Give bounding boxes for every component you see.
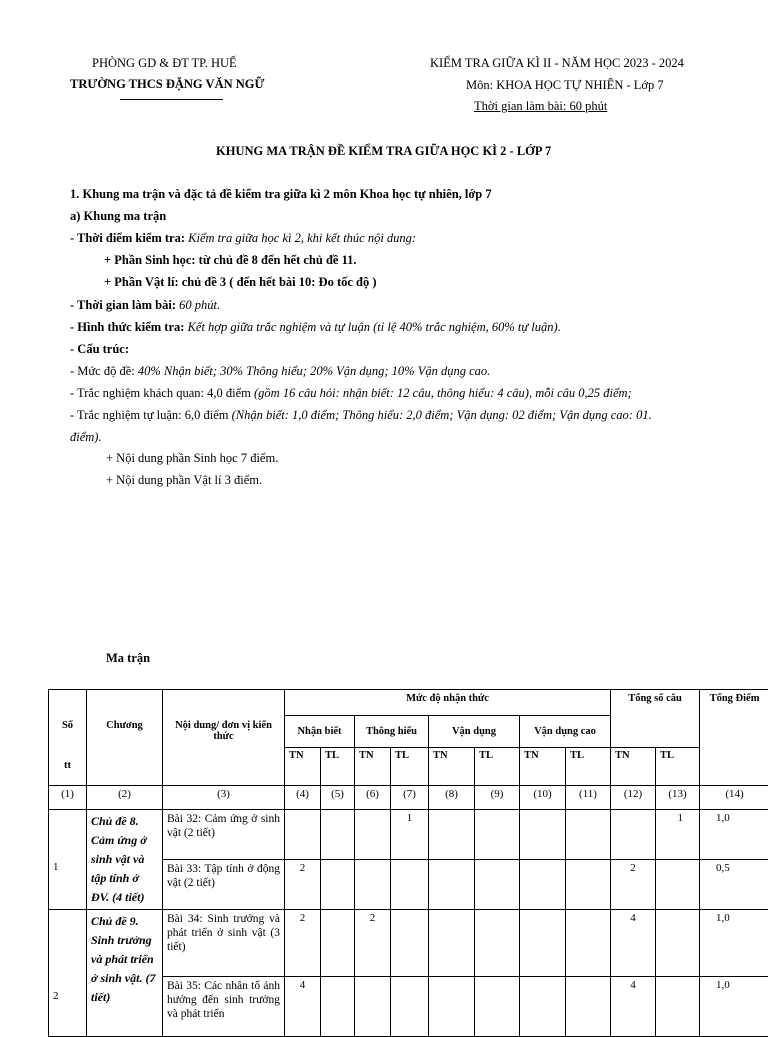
multiple-choice-text: (gồm 16 câu hỏi: nhận biết: 12 câu, thông hiểu: 4 câu), mỗi câu 0,25 điểm; [254,386,632,400]
tn-label: TN [611,748,656,786]
value-cell [355,977,391,1037]
stt-cell: 1 [49,810,87,910]
tn-label: TN [429,748,475,786]
exam-timing-label: - Thời điểm kiểm tra: [70,231,185,245]
col-number: (2) [87,786,163,810]
content-cell: Bài 34: Sinh trưởng và phát triển ở sinh vật (3 tiết) [163,910,285,977]
value-cell: 0,5 [700,860,768,910]
value-cell [475,810,520,860]
value-cell [429,810,475,860]
exam-timing-line [70,231,416,246]
table-row [49,810,768,860]
difficulty-line [70,364,490,379]
value-cell [611,810,656,860]
table-row [49,910,768,977]
exam-subject: Môn: KHOA HỌC TỰ NHIÊN - Lớp 7 [466,78,664,93]
value-cell: 1,0 [700,977,768,1037]
value-cell [321,810,355,860]
biology-points: + Nội dung phần Sinh học 7 điểm. [106,451,278,466]
format-text: Kết hợp giữa trắc nghiệm và tự luận (tỉ lệ 40% trắc nghiệm, 60% tự luận). [184,320,560,334]
value-cell [391,977,429,1037]
content-cell: Bài 35: Các nhân tố ảnh hưởng đến sinh trưởng và phát triển [163,977,285,1037]
exam-timing-text: Kiểm tra giữa học kì 2, khi kết thúc nội dung: [185,231,416,245]
level-nhanbiet: Nhận biết [285,716,355,748]
value-cell: 4 [285,977,321,1037]
column-number-row [49,786,768,810]
content-cell: Bài 33: Tập tính ở động vật (2 tiết) [163,860,285,910]
matrix-label: Ma trận [106,651,150,666]
tn-label: TN [355,748,391,786]
stt-cell: 2 [49,910,87,1037]
structure-heading: - Cấu trúc: [70,342,129,357]
department-name: PHÒNG GD & ĐT TP. HUẾ [92,56,237,71]
tn-label: TN [520,748,566,786]
value-cell [566,810,611,860]
value-cell [656,910,700,977]
value-cell: 2 [285,910,321,977]
format-line [70,320,561,335]
col-number: (10) [520,786,566,810]
value-cell [475,977,520,1037]
col-number: (11) [566,786,611,810]
level-vandungcao: Vận dụng cao [520,716,611,748]
essay-line-cont: điểm). [70,430,102,445]
value-cell: 4 [611,977,656,1037]
value-cell [321,910,355,977]
essay-label: - Trắc nghiệm tự luận: 6,0 điểm [70,408,232,422]
chapter-cell: Chủ đề 9. Sinh trưởng và phát triển ở sinh vật. (7 tiết) [87,910,163,1037]
value-cell [520,910,566,977]
essay-text: (Nhận biết: 1,0 điểm; Thông hiểu: 2,0 điểm; Vận dụng: 02 điểm; Vận dụng cao: 01. [232,408,652,422]
format-label: - Hình thức kiểm tra: [70,320,184,334]
value-cell [566,910,611,977]
difficulty-text: 40% Nhận biết; 30% Thông hiểu; 20% Vận dụng; 10% Vận dụng cao. [138,364,490,378]
duration-line [70,298,220,313]
tl-label: TL [391,748,429,786]
physics-points: + Nội dung phần Vật lí 3 điểm. [106,473,262,488]
value-cell [321,860,355,910]
tn-label: TN [285,748,321,786]
value-cell: 2 [355,910,391,977]
exam-time: Thời gian làm bài: 60 phút [474,99,607,114]
header-chuong-text: Chương [106,720,143,731]
multiple-choice-label: - Trắc nghiệm khách quan: 4,0 điểm [70,386,254,400]
page-title: KHUNG MA TRẬN ĐỀ KIỂM TRA GIỮA HỌC KÌ 2 - LỚP 7 [216,144,551,159]
value-cell [656,860,700,910]
header-noidung [163,690,285,786]
biology-scope: + Phần Sinh học: từ chủ đề 8 đến hết chủ đề 11. [104,253,357,268]
level-vandung: Vận dụng [429,716,520,748]
value-cell [429,860,475,910]
col-number: (12) [611,786,656,810]
col-number: (14) [700,786,768,810]
tl-label: TL [475,748,520,786]
col-number: (1) [49,786,87,810]
col-number: (13) [656,786,700,810]
content-cell: Bài 32: Cảm ứng ở sinh vật (2 tiết) [163,810,285,860]
school-name: TRƯỜNG THCS ĐẶNG VĂN NGỮ [70,77,264,92]
col-number: (6) [355,786,391,810]
tl-label: TL [656,748,700,786]
value-cell [475,860,520,910]
value-cell [285,810,321,860]
value-cell: 4 [611,910,656,977]
difficulty-label: - Mức độ đề: [70,364,138,378]
physics-scope: + Phần Vật lí: chủ đề 3 ( đến hết bài 10: Đo tốc độ ) [104,275,377,290]
value-cell [391,910,429,977]
value-cell: 1,0 [700,810,768,860]
header-mucdo-text: Mức độ nhận thức [406,693,489,704]
value-cell [429,977,475,1037]
header-noidung-text: Nội dung/ đơn vị kiến thức [175,720,272,742]
school-underline [120,99,223,100]
duration-text: 60 phút. [176,298,220,312]
section-1-heading: 1. Khung ma trận và đặc tả đề kiểm tra giữa kì 2 môn Khoa học tự nhiên, lớp 7 [70,187,492,202]
matrix-table [48,689,768,1037]
value-cell: 2 [611,860,656,910]
header-tongcau [611,690,700,748]
col-number: (5) [321,786,355,810]
chapter-cell: Chủ đề 8. Cảm ứng ở sinh vật và tập tính ở ĐV. (4 tiết) [87,810,163,910]
header-mucdo [285,690,611,716]
exam-title: KIỂM TRA GIỮA KÌ II - NĂM HỌC 2023 - 2024 [430,56,684,71]
value-cell [355,860,391,910]
col-number: (7) [391,786,429,810]
header-tongcau-text: Tổng số câu [628,693,682,704]
tl-label: TL [566,748,611,786]
col-number: (3) [163,786,285,810]
header-so [49,690,87,786]
col-number: (4) [285,786,321,810]
value-cell [656,977,700,1037]
tl-label: TL [321,748,355,786]
col-number: (9) [475,786,520,810]
value-cell: 1 [391,810,429,860]
value-cell: 1,0 [700,910,768,977]
header-tongdiem [700,690,768,786]
header-tt-text: tt [53,760,82,771]
header-tongdiem-text: Tổng Điểm [710,693,760,704]
essay-line [70,408,652,423]
value-cell [391,860,429,910]
value-cell: 2 [285,860,321,910]
value-cell [520,977,566,1037]
value-cell [321,977,355,1037]
duration-label: - Thời gian làm bài: [70,298,176,312]
value-cell [475,910,520,977]
value-cell [429,910,475,977]
value-cell [566,860,611,910]
value-cell: 1 [656,810,700,860]
section-a-heading: a) Khung ma trận [70,209,166,224]
header-so-text: Số [53,720,82,731]
value-cell [520,860,566,910]
multiple-choice-line [70,386,632,401]
value-cell [355,810,391,860]
value-cell [566,977,611,1037]
col-number: (8) [429,786,475,810]
value-cell [520,810,566,860]
level-thonghieu: Thông hiểu [355,716,429,748]
header-chuong [87,690,163,786]
